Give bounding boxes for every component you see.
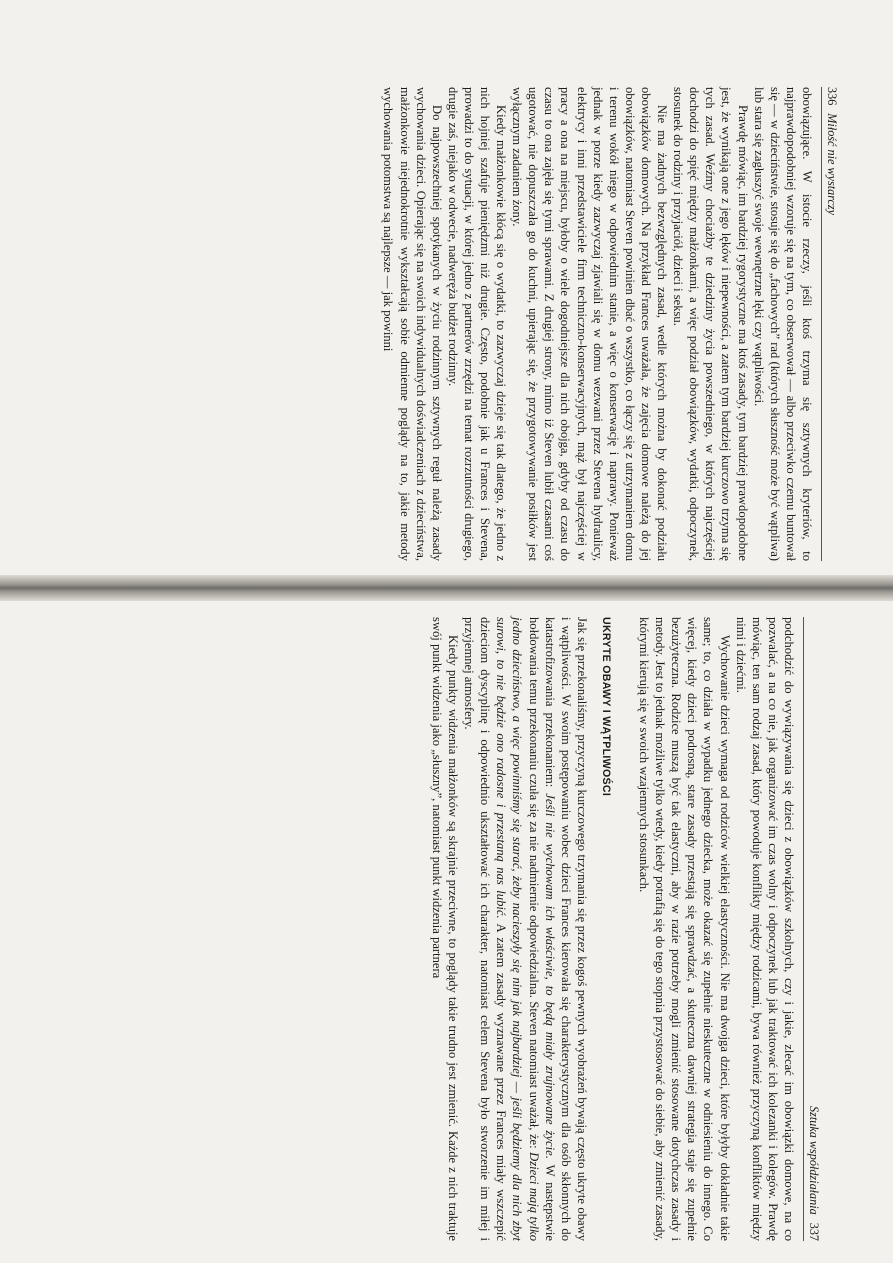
right-paragraph-4: Kiedy punkty widzenia małżonków są skrajnie przeciwne, to poglądy takie trudno jest zmienić. Każde z nich traktuje swój punkt widzenia jako „słuszny”, natomiast punkt widzenia partnera	[430, 617, 461, 1241]
section-heading: UKRYTE OBAWY I WĄTPLIWOŚCI	[599, 617, 612, 797]
right-paragraph-2: Wychowanie dzieci wymaga od rodziców wielkiej elastyczności. Nie ma dwojga dzieci, które byłyby dokładnie takie same; to, co działa w wypadku jednego dziecka, może okazać się zupełnie nieskuteczne w odniesieniu do innego. Co więcej, kiedy dzieci podrosną, stare zasady przestają się sprawdzać, a skuteczna dawniej strategia staje się zupełnie bezużyteczna. Rodzice muszą być tak elastyczni, aby w razie potrzeby mogli zmienić stosowane dotychczas zasady i metody. Jest to jednak możliwe tylko wtedy, kiedy potrafią się do tego stopnia przystosować do siebie, aby zmienić zasady, którymi kierują się w swoich wzajemnych stosunkach.	[637, 617, 732, 1241]
para3-italic-belief-steven: Dzieci mają tylko jedno dzieciństwo, a więc powinniśmy się starać, żeby nacieszyły się nim jak najbardziej — jeśli będziemy dla nich zbyt surowi, to nie będzie ono radosne i przestaną nas lubić.	[494, 617, 541, 1241]
left-running-head	[821, 87, 840, 561]
left-page-number: 336	[825, 87, 839, 106]
right-paragraph-3	[461, 617, 590, 1241]
left-page-block	[50, 87, 840, 561]
para3-italic-belief-frances: Jeśli nie wychowam ich właściwie, to będą miały zrujnowane życie.	[542, 793, 557, 1159]
right-running-title: Sztuka współdziałania	[807, 1106, 821, 1215]
right-page-block	[32, 617, 822, 1241]
left-paragraph-1: obowiązujące. W istocie rzeczy, jeśli ktoś trzyma się sztywnych kryteriów, to najprawdopodobniej wzoruje się na tym, co obserwował — albo przeciwko czemu buntował się — w dzieciństwie, stosuje się do „fachowych” rad (których słuszność może być wątpliwa) lub stara się zagłuszyć swoje wewnętrzne lęki czy wątpliwości.	[751, 87, 814, 561]
left-paragraph-2: Prawdę mówiąc, im bardziej rygorystyczne ma ktoś zasady, tym bardziej prawdopodobne jest, że wynikają one z jego lęków i niepewności, a zatem tym bardziej kurczowo trzyma się tych zasad. Weźmy chociażby te dziedziny życia powszedniego, w których najczęściej dochodzi do spięć między małżonkami, a więc podział obowiązków, wydatki, odpoczynek, stosunek do rodziny i przyjaciół, dzieci i seksu.	[671, 87, 750, 561]
right-running-head	[803, 617, 822, 1241]
right-page-number: 337	[807, 1222, 821, 1241]
left-paragraph-4: Kiedy małżonkowie kłócą się o wydatki, to zazwyczaj dzieje się tak dlatego, że jedno z nich hojniej szafuje pieniędzmi niż drugie. Często, podobnie jak u Frances i Stevena, prowadzi to do sytuacji, w której jedno z partnerów zrzędzi na temat rozrzutności drugiego, drugie zaś, niejako w odwecie, nadweręża budżet rodzinny.	[445, 87, 509, 561]
book-gutter	[0, 575, 893, 601]
left-running-title: Miłość nie wystarczy	[825, 113, 839, 216]
para3-middle: W następstwie hołdowania temu przekonaniu czuła się za nie nadmiernie odpowiedzialna. Steven natomiast uważał, że:	[526, 617, 557, 1241]
para3-end: A zatem zasady wyznawane przez Frances miały wszczepić dzieciom dyscyplinę i odpowiednio ukształtować ich charakter, natomiast celem Stevena było stworzenie im miłej i przyjemnej atmosfery.	[462, 617, 509, 1241]
para3-start: Jak się przekonaliśmy, przyczyną kurczowego trzymania się przez kogoś pewnych wyobrażeń bywają często ukryte obawy i wątpliwości. W swoim postępowaniu wobec dzieci Frances kierowała się charakterystycznym dla osób skłonnych do katastrofizowania przekonaniem:	[542, 617, 589, 1241]
left-paragraph-5: Do najpowszechniej spotykanych w życiu rodzinnym sztywnych reguł należą zasady wychowania dzieci. Opierając się na swoich indywidualnych doświadczeniach z dzieciństwa, małżonkowie niejednokrotnie wykształcają sobie odmienne poglądy na to, jakie metody wychowania potomstwa są najlepsze — jak powinni	[381, 87, 444, 561]
right-paragraph-1: podchodzić do wywiązywania się dzieci z obowiązków szkolnych, czy i jakie, zlecać im obowiązki domowe, na co pozwalać, a na co nie, jak organizować im czas wolny i odpoczynek lub jak traktować ich kolezanki i kolegów. Prawdę mówiąc, ten sam rodzaj zasad, który powoduje konflikty między rodzicami, bywa również przyczyną konfliktów między nimi i dziećmi.	[733, 617, 796, 1241]
left-paragraph-3: Nie ma żadnych bezwzględnych zasad, wedle których można by dokonać podziału obowiązków domowych. Na przykład Frances uważała, że zajęcia domowe należą do jej obowiązków, natomiast Steven powinien dbać o wszystko, co łączy się z utrzymaniem domu i terenu wokół niego w odpowiednim stanie, a więc o konserwację i naprawy. Ponieważ jednak w porze kiedy zazwyczaj zjawiali się w domu wezwani przez Stevena hydraulicy, elektrycy i inni przedstawiciele firm techniczno-konserwacyjnych, mąż był najczęściej w pracy a ona na miejscu, byłoby o wiele dogodniejsze dla nich obojga, gdyby od czasu do czasu to ona zajęła się tymi sprawami. Z drugiej strony, mimo iż Steven lubił czasami coś ugotować, nie dopuszczała go do kuchni, upierając się, że przygotowywanie posiłków jest wyłącznym zadaniem żony.	[510, 87, 670, 561]
